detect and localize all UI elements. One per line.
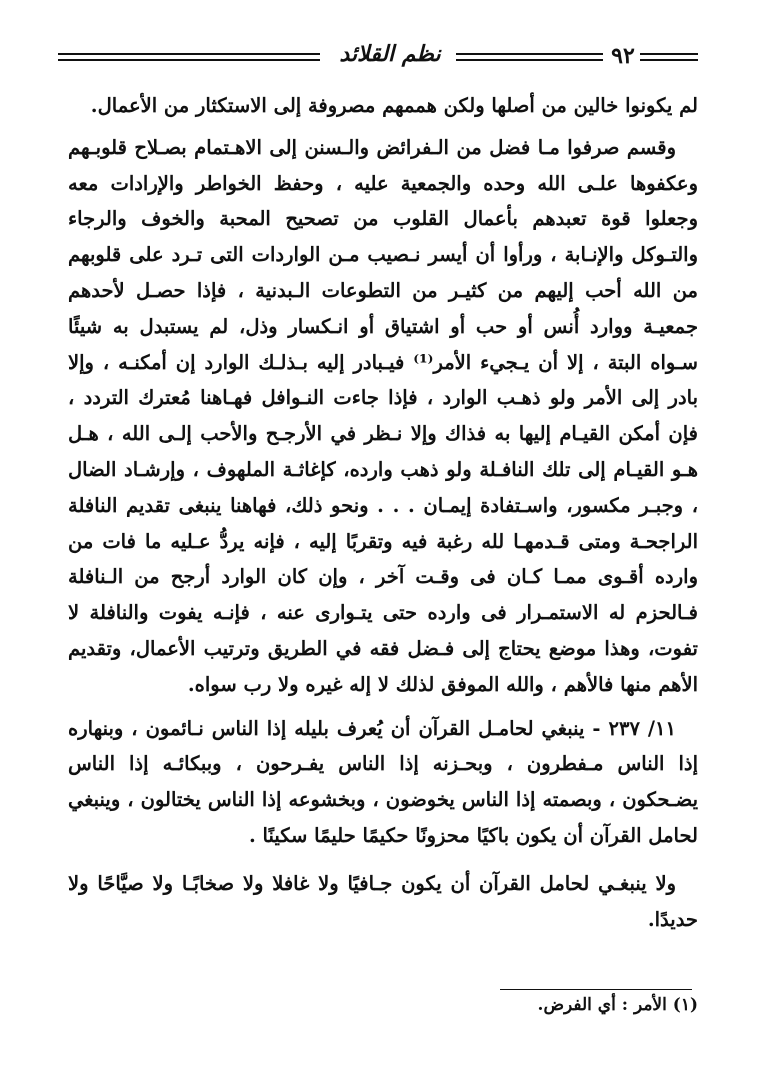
header-rule: [640, 59, 698, 61]
header-rule: [640, 53, 698, 55]
header-rule: [58, 59, 320, 61]
footnote: (١) الأمر : أي الفرض.: [537, 995, 698, 1015]
header-rule: [456, 53, 603, 55]
paragraph-3: ١١/ ٢٣٧ - ينبغي لحامـل القرآن أن يُعرف بليله إذا الناس نـائمون ، وبنهاره إذا الناس مـفطرون ، وبحـزنه إذا الناس يفـرحون ، وببكائـه إذا الناس يضـحكون ، وبصمته إذا الناس يخوضون ، وبخشوعه إذا الناس يختالون ، وينبغي لحامل القرآن أن يكون باكيًا محزونًا حكيمًا حليمًا سكينًا .: [68, 716, 698, 847]
footnote-rule: [500, 989, 692, 990]
running-header: [58, 42, 698, 82]
running-title: نظم القلائد: [339, 41, 441, 67]
paragraph-4: ولا ينبغـي لحامل القرآن أن يكون جـافيًا ولا غافلا ولا صخابًـا ولا صيَّاحًا ولا حديدًا.: [68, 871, 698, 931]
body-text: [68, 88, 698, 937]
header-rule: [456, 59, 603, 61]
header-rule: [58, 53, 320, 55]
page-number: ٩٢: [611, 43, 635, 69]
paragraph-1: لم يكونوا خالين من أصلها ولكن هممهم مصروفة إلى الاستكثار من الأعمال.: [90, 94, 698, 117]
paragraph-2: وقسم صرفوا مـا فضل من الـفرائض والـسنن إلى الاهـتمام بصـلاح قلوبـهم وعكفوها علـى الله وحده والجمعية عليه ، وحفظ الخواطر والإرادات معه وجعلوا قوة تعبدهم بأعمال القلوب من تصحيح المحبة والخوف والرجاء والتـوكل والإنـابة ، ورأوا أن أيسر نـصيب مـن الواردات التى تـرد على قلوبهم من الله أحب إليهم من كثيـر من التطوعات الـبدنية ، فإذا حصـل لأحدهم جمعيـة ووارد أُنس أو حب أو اشتياق أو انـكسار وذل، لم يستبدل به شيئًا سـواه البتة ، إلا أن يـجيء الأمر⁽¹⁾ فيـبادر إليه بـذلـك الوارد إن أمكنـه ، وإلا بادر إلى الأمر ولو ذهـب الوارد ، فإذا جاءت النـوافل فهـاهنا مُعترك التردد ، فإن أمكن القيـام إليها به فذاك وإلا نـظر في الأرجـح والأحب إلـى الله ، هـل هـو القيـام إلى تلك النافـلة ولو ذهب وارده، كإغاثـة الملهوف ، وإرشـاد الضال ، وجبـر مكسور، واسـتفادة إيمـان . . . ونحو ذلك، فهاهنا ينبغى تقديم النافلة الراجحـة ومتى قـدمهـا لله رغبة فيه وتقربًا إليه ، فإنه يردُّ عـليه ما فات من وارده أقـوى ممـا كـان فى وقـت آخر ، وإن كان الوارد أرجح من الـنافلة فـالحزم له الاستمـرار فى وارده حتى يتـوارى عنه ، فإنـه يفوت والنافلة لا تفوت، وهذا موضع يحتاج إلى فـضل فقه في الطريق وترتيب الأعمال، وتقديم الأهم منها فالأهم ، والله الموفق لذلك لا إله غيره ولا رب سواه.: [68, 135, 698, 696]
